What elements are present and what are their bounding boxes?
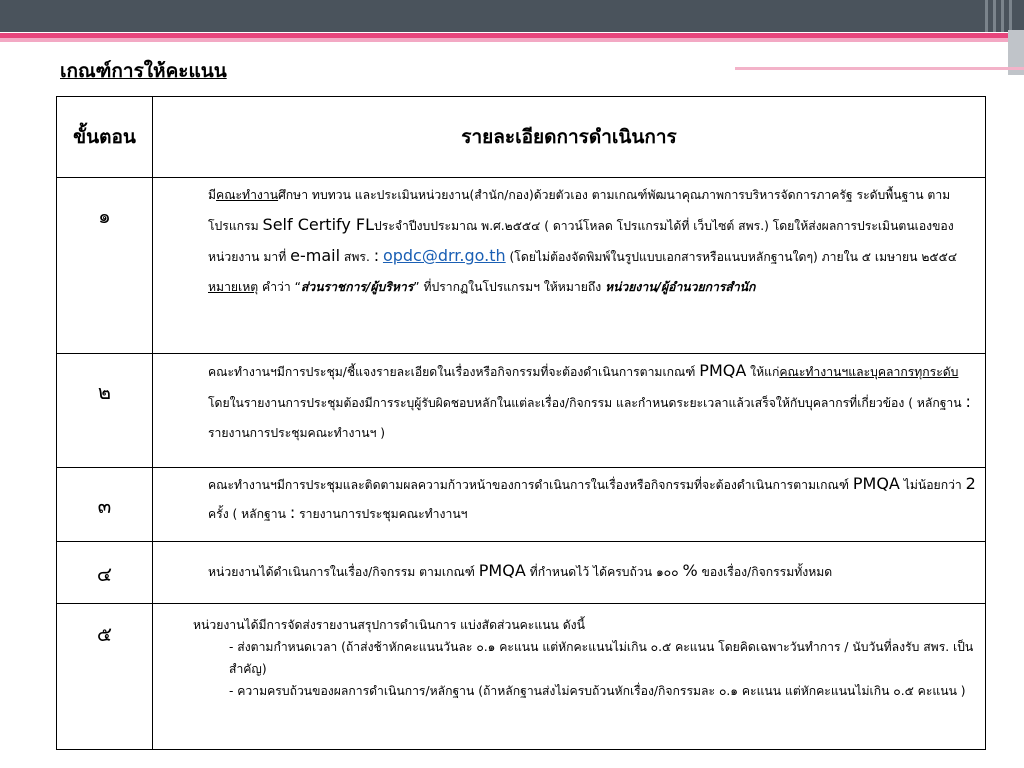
text: ส่วนราชการ/ผู้บริหาร: [300, 280, 414, 294]
text: คณะทำงานฯมีการประชุม/ชี้แจงรายละเอียดในเรื่องหรือกิจกรรมที่จะต้องดำเนินการตามเกณฑ์: [208, 365, 700, 379]
table-row: [57, 354, 986, 468]
header-step: ขั้นตอน: [57, 97, 153, 178]
criteria-table: [56, 96, 986, 750]
step-detail: [153, 354, 986, 468]
table-row: [57, 178, 986, 354]
text: หน่วยงานได้มีการจัดส่งรายงานสรุปการดำเนินการ แบ่งสัดส่วนคะแนน ดังนี้: [193, 618, 585, 632]
text: ไม่น้อยกว่า: [899, 478, 966, 492]
text: PMQA: [478, 561, 526, 580]
step-detail: [153, 178, 986, 354]
text: หน่วยงาน/ผู้อำนวยการสำนัก: [605, 280, 756, 294]
top-banner: [0, 0, 1024, 32]
step-number: ๕: [57, 604, 153, 750]
text: ให้แก่: [746, 365, 780, 379]
text: e-mail: [290, 246, 341, 265]
text: รายงานการประชุมคณะทำงานฯ: [295, 507, 468, 521]
banner-stripe: [985, 0, 988, 32]
text: คณะทำงานฯมีการประชุมและติดตามผลความก้าวหน้าของการดำเนินการในเรื่องหรือกิจกรรมที่จะต้องดำเนินการตามเกณฑ์: [208, 478, 853, 492]
table-row: [57, 468, 986, 542]
step-detail: [153, 542, 986, 604]
title-rule: [735, 67, 1024, 70]
banner-stripe: [1001, 0, 1004, 32]
text: ของเรื่อง/กิจกรรมทั้งหมด: [697, 565, 833, 579]
text: :: [289, 503, 296, 522]
text: PMQA: [852, 474, 900, 493]
step-detail: [153, 604, 986, 750]
list-item: - ความครบถ้วนของผลการดำเนินการ/หลักฐาน (ถ้าหลักฐานส่งไม่ครบถ้วนหักเรื่อง/กิจกรรมละ ๐.๑ คะแนน แต่หักคะแนนไม่เกิน ๐.๕ คะแนน ): [229, 684, 966, 698]
text: :: [965, 392, 971, 411]
table-row: [57, 604, 986, 750]
step-number: ๑: [57, 178, 153, 354]
text: คณะทำงานฯและบุคลากรทุกระดับ: [779, 365, 959, 379]
text: สพร.: [340, 250, 374, 264]
text: ประจำปีงบประมาณ พ.ศ.๒๕๕๔ ( ดาวน์โหลด โปรแกรมได้ที่ เว็บไซต์ สพร.) โดยให้ส่งผลการประเมินตนเองของหน่วยงาน มาที่: [208, 219, 954, 264]
banner-stripe: [993, 0, 996, 32]
header-detail: รายละเอียดการดำเนินการ: [153, 97, 986, 178]
text: รายงานการประชุมคณะทำงานฯ ): [208, 426, 386, 440]
text: มี: [208, 188, 217, 202]
text: คำว่า “: [258, 280, 301, 294]
text: ที่กำหนดไว้ ได้ครบถ้วน ๑๐๐: [525, 565, 683, 579]
table-header-row: [57, 97, 986, 178]
text: ศึกษา ทบทวน และประเมินหน่วยงาน(สำนัก/กอง)ด้วยตัวเอง ตามเกณฑ์พัฒนาคุณภาพการบริหารจัดการภาครัฐ ระดับพื้นฐาน ตามโปรแกรม: [208, 188, 951, 233]
text: :: [373, 246, 380, 265]
step-number: ๔: [57, 542, 153, 604]
text: (โดยไม่ต้องจัดพิมพ์ในรูปแบบเอกสารหรือแนบหลักฐานใดๆ) ภายใน ๕ เมษายน ๒๕๕๔: [505, 250, 958, 264]
step-detail: [153, 468, 986, 542]
text: 2: [965, 474, 976, 493]
text: คณะทำงาน: [216, 188, 279, 202]
text: ” ที่ปรากฏในโปรแกรมฯ ให้หมายถึง: [413, 280, 606, 294]
note-label: หมายเหตุ: [208, 280, 259, 294]
text: %: [682, 561, 698, 580]
banner-stripe: [1009, 0, 1012, 32]
email-link[interactable]: opdc@drr.go.th: [382, 246, 506, 265]
slide-title: เกณฑ์การให้คะแนน: [60, 60, 227, 82]
text: โดยในรายงานการประชุมต้องมีการระบุผู้รับผิดชอบหลักในแต่ละเรื่อง/กิจกรรม และกำหนดระยะเวลาแล้วเสร็จให้กับบุคลากรที่เกี่ยวข้อง ( หลักฐาน: [208, 396, 966, 410]
text: ครั้ง ( หลักฐาน: [208, 507, 290, 521]
step-number: ๓: [57, 468, 153, 542]
table-row: [57, 542, 986, 604]
list-item: - ส่งตามกำหนดเวลา (ถ้าส่งช้าหักคะแนนวันละ ๐.๑ คะแนน แต่หักคะแนนไม่เกิน ๐.๕ คะแนน โดยคิดเฉพาะวันทำการ / นับวันที่ลงรับ สพร. เป็นสำคัญ): [229, 640, 974, 676]
accent-line-light: [0, 38, 1024, 42]
text: PMQA: [699, 361, 747, 380]
text: Self Certify FL: [262, 215, 375, 234]
text: หน่วยงานได้ดำเนินการในเรื่อง/กิจกรรม ตามเกณฑ์: [208, 565, 479, 579]
step-number: ๒: [57, 354, 153, 468]
